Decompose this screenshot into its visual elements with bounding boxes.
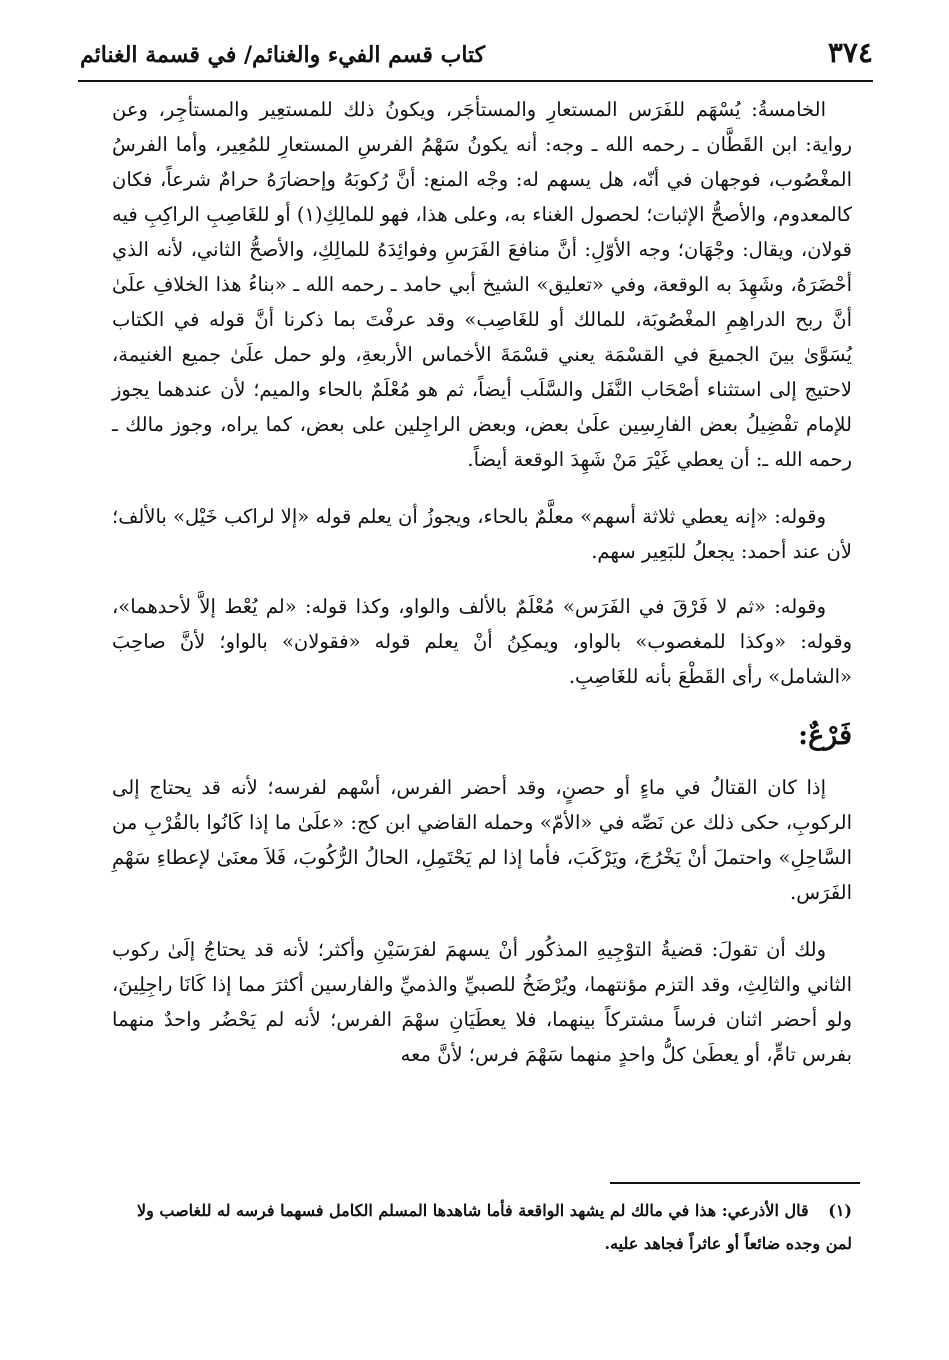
running-title: كتاب قسم الفيء والغنائم/ في قسمة الغنائم: [80, 42, 486, 68]
paragraph: ولك أن تقولَ: قضيةُ التوْجِيهِ المذكُور أنْ يسهمَ لفرَسَيْنِ وأكثر؛ لأنه قد يحتاجُ إلَىٰ ركوب الثاني والثالِثِ، وقد التزم مؤنتهما، ويُرْضَخُ للصبيِّ والذميِّ والفارسين أكثرَ مما إذا كَانَا راجِلِينَ، ولو أحضر اثنان فرساً مشتركاً بينهما، فلا يعطَيَانِ سهْمَ الفرس؛ لأنه لم يَحْضُر واحدٌ منهما بفرس تامٍّ، أو يعطَىٰ كلُّ واحدٍ منهما سَهْمَ فرس؛ لأنَّ معه: [112, 938, 852, 1066]
paragraph: الخامسةُ: يُسْهَم للفَرَس المستعارِ والمستأجَر، ويكونُ ذلك للمستعِير والمستأجِر، وعن رواية: ابن القَطَّان ـ رحمه الله ـ وجه: أنه يكونُ سَهْمُ الفرسِ المستعارِ للمُعِير، وأما الفرسُ المغْصُوب، فوجهان في أنّه، هل يسهم له: وجْه المنع: أنَّ رُكوبَهُ وإحضارَهُ حرامٌ شرعاً، فكان كالمعدوم، والأصحُّ الإثبات؛ لحصول الغناء به، وعلى هذا، فهو للمالِكِ(١) أو للغَاصِبِ الراكِبِ فيه قولان، ويقال: وجْهَان؛ وجه الأوّلِ: أنَّ منافعَ الفَرَسِ وفوائِدَهُ للمالِكِ، والأصحُّ الثاني، لأنه الذي أحْضَرَهُ، وشَهِدَ به الوقعة، وفي «تعليق» الشيخ أبي حامد ـ رحمه الله ـ «بناءُ هذا الخلافِ علَىٰ أنَّ ربح الدراهِمِ المغْصُوبَة، للمالك أو للغَاصِب» وقد عرفْتَ بما ذكرنا أنَّ قوله في الكتاب يُسَوَّىٰ بينَ الجميعَ في القسْمَة يعني قسْمَةَ الأخماس الأربعةِ، ولو حمل علَىٰ جميع الغنيمة، لاحتيج إلى استثناء أصْحَاب النَّفَل والسَّلَب أيضاً، ثم هو مُعْلَمٌ بالحاء والميم؛ لأن عندهما يجوز للإمام تفْضِيلُ بعض الفارِسِين علَىٰ بعض، وبعض الراجِلين على بعض، كما يراه، وجوز مالك ـ رحمه الله ـ: أن يعطي غَيْرَ مَنْ شَهِدَ الوقعة أيضاً.: [112, 98, 852, 471]
footnote: [112, 1194, 852, 1260]
header-rule: [78, 80, 873, 82]
page-header: [78, 34, 873, 78]
footnote-text: قال الأذرعي: هذا في مالك لم يشهد الواقعة فأما شاهدها المسلم الكامل فسهما فرسه له للغاصب ولا لمن وجده ضائعاً أو عاثراً فجاهد عليه.: [136, 1201, 852, 1253]
paragraph: إذا كان القتالُ في ماءٍ أو حصنٍ، وقد أحضر الفرس، أسْهم لفرسه؛ لأنه قد يحتاج إلى الركوبِ، حكى ذلك عن نَصِّه في «الأمّ» وحمله القاضي ابن كج: «علَىٰ ما إذا كَانُوا بالقُرْبِ من السَّاحِلِ» واحتملَ أنْ يَخْرُجَ، ويَرْكَبَ، فأما إذا لم يَحْتَمِلِ، الحالُ الرُّكُوبَ، فَلاَ معنَىٰ لإعطاءِ سَهْمِ الفَرَس.: [112, 776, 852, 904]
paragraph: وقوله: «إنه يعطي ثلاثة أسهم» معلَّمٌ بالحاء، ويجوزُ أن يعلم قوله «إلا لراكب خَيْل» بالألف؛ لأن عند أحمد: يجعلُ للبَعِير سهم.: [112, 505, 852, 563]
main-text: [112, 92, 852, 1094]
footnote-marker: (١): [828, 1201, 852, 1220]
footnote-rule: [610, 1182, 860, 1184]
page-number: ٣٧٤: [827, 36, 873, 69]
section-subheading: فَرْعٌ:: [798, 720, 852, 751]
paragraph: وقوله: «ثم لا فَرْقَ في الفَرَس» مُعْلَمٌ بالألف والواو، وكذا قوله: «لم يُعْط إلاَّ لأحدهما»، وقوله: «وكذا للمغصوب» بالواو، ويمكِنُ أنْ يعلم قوله «فقولان» بالواو؛ لأنَّ صاحِبَ «الشامل» رأى القَطْعَ بأنه للغَاصِبِ.: [112, 595, 852, 688]
